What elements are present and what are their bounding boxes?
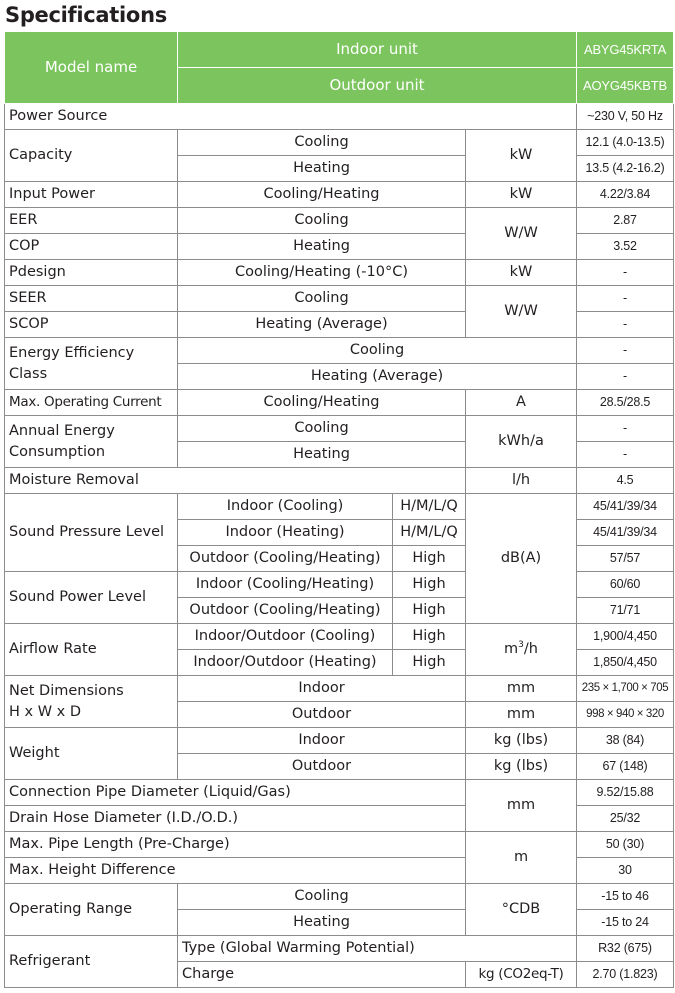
scop-value: - xyxy=(577,312,674,338)
eer-cop-unit: W/W xyxy=(466,208,577,260)
sound-pressure-mode-2: Indoor (Heating) xyxy=(178,520,393,546)
operating-range-cooling-value: -15 to 46 xyxy=(577,884,674,910)
operating-range-unit: °CDB xyxy=(466,884,577,936)
sound-pressure-label: Sound Pressure Level xyxy=(5,494,178,572)
weight-unit-indoor: kg (lbs) xyxy=(466,728,577,754)
table-row xyxy=(5,182,674,208)
max-current-mode: Cooling/Heating xyxy=(178,390,466,416)
dimensions-unit-indoor: mm xyxy=(466,676,577,702)
dimensions-outdoor: Outdoor xyxy=(178,702,466,728)
table-row xyxy=(5,260,674,286)
capacity-unit: kW xyxy=(466,130,577,182)
annual-energy-heating-value: - xyxy=(577,442,674,468)
scop-label: SCOP xyxy=(5,312,178,338)
sound-pressure-sub-1: H/M/L/Q xyxy=(393,494,466,520)
refrigerant-type-value: R32 (675) xyxy=(577,936,674,962)
pipe-length-value: 50 (30) xyxy=(577,832,674,858)
input-power-value: 4.22/3.84 xyxy=(577,182,674,208)
eer-label: EER xyxy=(5,208,178,234)
sound-unit: dB(A) xyxy=(466,494,577,624)
table-row xyxy=(5,676,674,702)
energy-class-cooling-value: - xyxy=(577,338,674,364)
airflow-mode-1: Indoor/Outdoor (Cooling) xyxy=(178,624,393,650)
airflow-unit-exponent: 3 xyxy=(518,640,524,651)
table-row xyxy=(5,286,674,312)
annual-energy-heating: Heating xyxy=(178,442,466,468)
dimensions-unit-outdoor: mm xyxy=(466,702,577,728)
annual-energy-unit: kWh/a xyxy=(466,416,577,468)
drain-hose-label: Drain Hose Diameter (I.D./O.D.) xyxy=(5,806,466,832)
sound-power-mode-1: Indoor (Cooling/Heating) xyxy=(178,572,393,598)
sound-power-value-2: 71/71 xyxy=(577,598,674,624)
pdesign-mode: Cooling/Heating (-10°C) xyxy=(178,260,466,286)
input-power-unit: kW xyxy=(466,182,577,208)
drain-hose-value: 25/32 xyxy=(577,806,674,832)
sound-power-value-1: 60/60 xyxy=(577,572,674,598)
indoor-unit-label: Indoor unit xyxy=(178,32,577,68)
cop-label: COP xyxy=(5,234,178,260)
table-row xyxy=(5,338,674,364)
refrigerant-charge-label: Charge xyxy=(178,962,466,988)
annual-energy-cooling-value: - xyxy=(577,416,674,442)
input-power-mode: Cooling/Heating xyxy=(178,182,466,208)
airflow-mode-2: Indoor/Outdoor (Heating) xyxy=(178,650,393,676)
table-row xyxy=(5,130,674,156)
capacity-cooling: Cooling xyxy=(178,130,466,156)
moisture-label: Moisture Removal xyxy=(5,468,466,494)
pdesign-unit: kW xyxy=(466,260,577,286)
sound-pressure-value-3: 57/57 xyxy=(577,546,674,572)
seer-value: - xyxy=(577,286,674,312)
sound-power-mode-2: Outdoor (Cooling/Heating) xyxy=(178,598,393,624)
weight-unit-outdoor: kg (lbs) xyxy=(466,754,577,780)
power-source-value: ~230 V, 50 Hz xyxy=(577,104,674,130)
max-current-value: 28.5/28.5 xyxy=(577,390,674,416)
outdoor-unit-label: Outdoor unit xyxy=(178,68,577,104)
operating-range-heating-value: -15 to 24 xyxy=(577,910,674,936)
moisture-value: 4.5 xyxy=(577,468,674,494)
refrigerant-label: Refrigerant xyxy=(5,936,178,988)
model-name-label: Model name xyxy=(5,32,178,104)
indoor-model-code: ABYG45KRTA xyxy=(577,32,674,68)
table-row xyxy=(5,728,674,754)
cop-value: 3.52 xyxy=(577,234,674,260)
dimensions-indoor-value: 235 × 1,700 × 705 xyxy=(577,676,674,702)
page-title: Specifications xyxy=(5,3,167,27)
pipe-diameter-value: 9.52/15.88 xyxy=(577,780,674,806)
power-source-label: Power Source xyxy=(5,104,577,130)
sound-power-sub-1: High xyxy=(393,572,466,598)
table-row xyxy=(5,468,674,494)
input-power-label: Input Power xyxy=(5,182,178,208)
refrigerant-charge-value: 2.70 (1.823) xyxy=(577,962,674,988)
pdesign-value: - xyxy=(577,260,674,286)
weight-indoor-value: 38 (84) xyxy=(577,728,674,754)
refrigerant-charge-unit: kg (CO2eq-T) xyxy=(466,962,577,988)
dimensions-label-line-1: Net Dimensions xyxy=(9,682,124,699)
eer-mode: Cooling xyxy=(178,208,466,234)
energy-class-heating-value: - xyxy=(577,364,674,390)
energy-class-label: Energy Efficiency Class xyxy=(5,338,178,390)
airflow-unit xyxy=(466,624,577,676)
table-row xyxy=(5,104,674,130)
table-row xyxy=(5,936,674,962)
table-row xyxy=(5,832,674,858)
sound-pressure-sub-3: High xyxy=(393,546,466,572)
outdoor-model-code: AOYG45KBTB xyxy=(577,68,674,104)
pipe-length-label: Max. Pipe Length (Pre-Charge) xyxy=(5,832,466,858)
sound-pressure-value-2: 45/41/39/34 xyxy=(577,520,674,546)
max-current-label: Max. Operating Current xyxy=(5,390,178,416)
energy-class-cooling: Cooling xyxy=(178,338,577,364)
airflow-sub-2: High xyxy=(393,650,466,676)
weight-outdoor: Outdoor xyxy=(178,754,466,780)
weight-label: Weight xyxy=(5,728,178,780)
moisture-unit: l/h xyxy=(466,468,577,494)
operating-range-cooling: Cooling xyxy=(178,884,466,910)
annual-energy-cooling: Cooling xyxy=(178,416,466,442)
sound-power-sub-2: High xyxy=(393,598,466,624)
sound-pressure-sub-2: H/M/L/Q xyxy=(393,520,466,546)
dimensions-label xyxy=(5,676,178,728)
airflow-unit-base: m xyxy=(504,641,519,657)
airflow-sub-1: High xyxy=(393,624,466,650)
seer-mode: Cooling xyxy=(178,286,466,312)
pipe-length-unit: m xyxy=(466,832,577,884)
energy-class-heating: Heating (Average) xyxy=(178,364,577,390)
airflow-unit-tail: /h xyxy=(523,641,538,657)
eer-value: 2.87 xyxy=(577,208,674,234)
table-row xyxy=(5,494,674,520)
pipe-diameter-label: Connection Pipe Diameter (Liquid/Gas) xyxy=(5,780,466,806)
table-row xyxy=(5,416,674,442)
table-row xyxy=(5,780,674,806)
specifications-table xyxy=(4,31,674,988)
seer-label: SEER xyxy=(5,286,178,312)
airflow-label: Airflow Rate xyxy=(5,624,178,676)
capacity-label: Capacity xyxy=(5,130,178,182)
annual-energy-label: Annual Energy Consumption xyxy=(5,416,178,468)
table-row xyxy=(5,208,674,234)
sound-power-label: Sound Power Level xyxy=(5,572,178,624)
pdesign-label: Pdesign xyxy=(5,260,178,286)
capacity-heating-value: 13.5 (4.2-16.2) xyxy=(577,156,674,182)
airflow-value-1: 1,900/4,450 xyxy=(577,624,674,650)
max-current-unit: A xyxy=(466,390,577,416)
sound-pressure-value-1: 45/41/39/34 xyxy=(577,494,674,520)
refrigerant-type-label: Type (Global Warming Potential) xyxy=(178,936,577,962)
dimensions-label-line-2: H x W x D xyxy=(9,703,82,720)
sound-pressure-mode-1: Indoor (Cooling) xyxy=(178,494,393,520)
table-row xyxy=(5,624,674,650)
seer-scop-unit: W/W xyxy=(466,286,577,338)
cop-mode: Heating xyxy=(178,234,466,260)
table-row xyxy=(5,884,674,910)
dimensions-outdoor-value: 998 × 940 × 320 xyxy=(577,702,674,728)
operating-range-label: Operating Range xyxy=(5,884,178,936)
pipe-diameter-unit: mm xyxy=(466,780,577,832)
scop-mode: Heating (Average) xyxy=(178,312,466,338)
weight-indoor: Indoor xyxy=(178,728,466,754)
height-diff-value: 30 xyxy=(577,858,674,884)
table-row xyxy=(5,390,674,416)
sound-pressure-mode-3: Outdoor (Cooling/Heating) xyxy=(178,546,393,572)
capacity-heating: Heating xyxy=(178,156,466,182)
dimensions-indoor: Indoor xyxy=(178,676,466,702)
capacity-cooling-value: 12.1 (4.0-13.5) xyxy=(577,130,674,156)
height-diff-label: Max. Height Difference xyxy=(5,858,466,884)
header-row-indoor xyxy=(5,32,674,68)
operating-range-heating: Heating xyxy=(178,910,466,936)
airflow-value-2: 1,850/4,450 xyxy=(577,650,674,676)
weight-outdoor-value: 67 (148) xyxy=(577,754,674,780)
